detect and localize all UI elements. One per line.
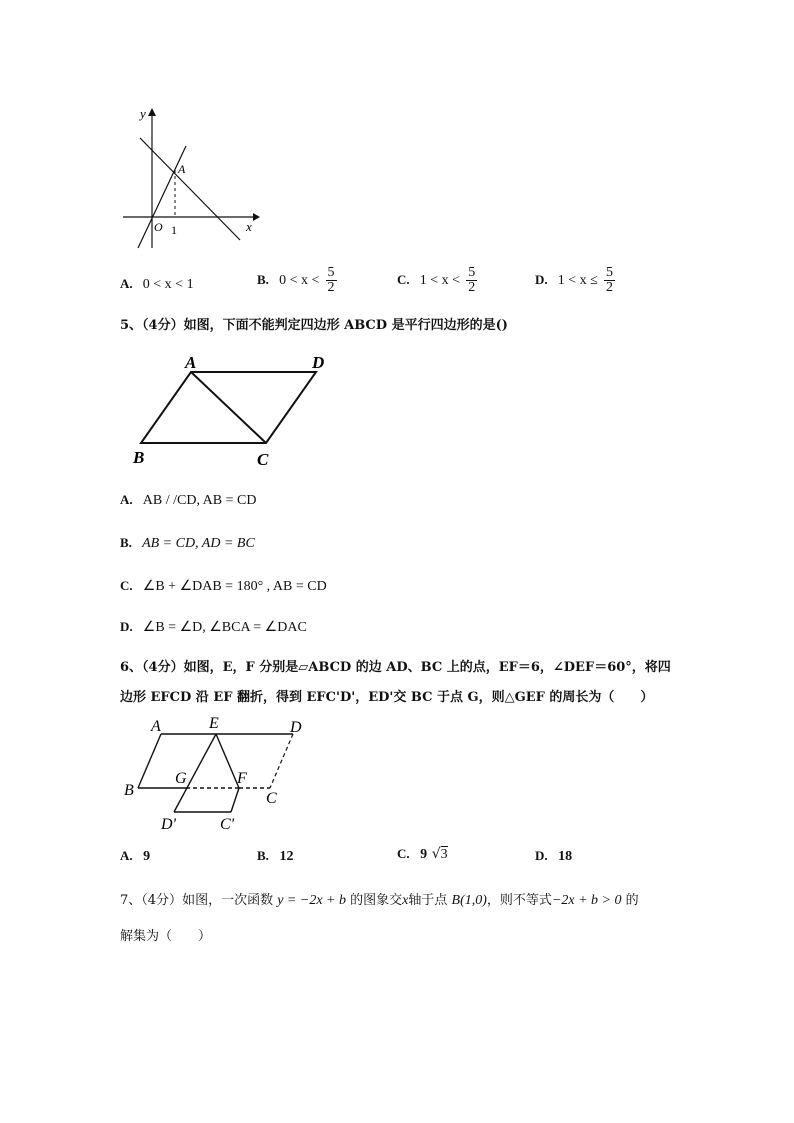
q6-segment-ef [216,734,239,788]
q6-score: （4分） [142,660,184,675]
option-fraction [466,266,477,295]
q7-text-a: 如图，一次函数 [182,893,274,908]
q7-text-e: 的 [625,893,639,908]
q6-label-c-prime: C' [220,816,235,833]
q4-option-d[interactable] [535,266,615,295]
q4-y-arrow [148,108,156,116]
denominator: 2 [468,280,476,295]
option-expr: ∠B = ∠D, ∠BCA = ∠DAC [142,620,307,635]
q7-inequality: −2x + b > 0 [551,893,622,908]
q6-label-b: B [124,782,134,799]
q7-score: （4分） [141,893,183,908]
option-fraction [604,266,615,295]
option-label: D. [535,272,548,287]
q6-label-g: G [175,770,187,787]
q5-parallelogram-figure [128,348,338,470]
q5-option-a[interactable] [120,492,256,509]
q4-option-c[interactable] [397,266,477,295]
q5-label-c: C [257,450,269,469]
option-label: B. [120,535,132,550]
q6-option-d[interactable] [535,848,572,865]
q7-text-c: 轴于点 [408,893,448,908]
q5-text: 如图，下面不能判定四边形 ABCD 是平行四边形的是() [183,318,508,333]
option-label: C. [397,272,410,287]
q6-stem-line2 [120,686,653,705]
q5-diagonal-ac [191,372,266,443]
q6-number: 6、 [120,660,143,675]
q4-option-a[interactable] [120,276,194,293]
q5-score: （4分） [142,318,184,333]
q4-tick-label: 1 [171,223,177,237]
sqrt-symbol: √ [431,846,441,862]
q7-function: y = −2x + b [277,893,346,908]
q4-point-a-label: A [178,162,186,176]
q6-option-c[interactable] [397,846,448,863]
option-label: C. [397,846,410,861]
option-label: B. [257,848,269,863]
option-expr: 1 < x ≤ [557,273,598,288]
q7-text-b: 的图象交 [350,893,403,908]
q7-number: 7、 [120,893,142,908]
q6-segment-c-prime-f [231,788,239,812]
q6-text-line2: 边形 EFCD 沿 EF 翻折，得到 EFC'D'，ED'交 BC 于点 G，则△GEF 的周长为（ ） [120,690,654,705]
option-expr: AB = CD, AD = BC [142,536,255,551]
option-label: C. [120,578,133,593]
q4-origin-label: O [154,220,163,234]
q6-edge-ab [138,734,161,788]
option-value: 18 [558,849,573,864]
q7-text-line2: 解集为（ ） [120,929,212,944]
q7-axis: x [402,893,409,908]
q4-option-b[interactable] [257,266,337,295]
q6-text-line1: 如图，E，F 分别是▱ABCD 的边 AD、BC 上的点，EF＝6，∠DEF＝60°，将四 [183,660,671,675]
q5-option-c[interactable] [120,578,327,595]
q5-number: 5、 [120,318,143,333]
option-value: 12 [279,849,294,864]
option-label: B. [257,272,269,287]
option-fraction [326,266,337,295]
option-label: D. [535,848,548,863]
numerator: 5 [468,265,476,280]
numerator: 5 [327,265,335,280]
q5-option-b[interactable] [120,535,255,552]
q5-label-d: D [312,353,325,372]
option-label: A. [120,848,133,863]
q5-label-b: B [133,448,145,467]
q6-label-d: D [290,719,302,736]
q5-stem [120,314,508,333]
q6-edge-dc [270,734,293,788]
q6-option-a[interactable] [120,848,150,865]
option-expr: 1 < x < [419,273,461,288]
option-value: 9 [143,849,151,864]
option-value: 9 [420,847,428,862]
numerator: 5 [606,265,614,280]
q4-x-label: x [246,219,252,234]
sqrt-radicand: 3 [440,847,448,862]
q7-text-d: ，则不等式 [486,893,552,908]
option-expr: ∠B + ∠DAB = 180° , AB = CD [142,579,327,594]
option-label: A. [120,276,133,291]
q6-option-b[interactable] [257,848,293,865]
denominator: 2 [606,280,614,295]
option-expr: AB / /CD, AB = CD [142,493,257,508]
option-expr: 0 < x < 1 [142,277,194,292]
q6-label-e: E [209,715,219,732]
q6-label-f: F [237,770,247,787]
q6-label-d-prime: D' [161,816,176,833]
q4-y-label: y [140,106,146,121]
denominator: 2 [327,280,335,295]
q7-stem-line2 [120,925,211,944]
q6-stem-line1 [120,656,671,675]
q7-point: B(1,0) [451,893,487,908]
q4-graph-figure [118,100,268,250]
q5-option-d[interactable] [120,619,307,636]
option-label: D. [120,619,133,634]
q6-label-c: C [266,790,277,807]
q5-label-a: A [185,353,197,372]
q6-label-a: A [151,718,161,735]
q7-stem-line1 [120,889,639,909]
q4-x-arrow [253,213,260,221]
q6-fold-figure [118,712,318,834]
option-expr: 0 < x < [279,273,320,288]
option-label: A. [120,492,133,507]
